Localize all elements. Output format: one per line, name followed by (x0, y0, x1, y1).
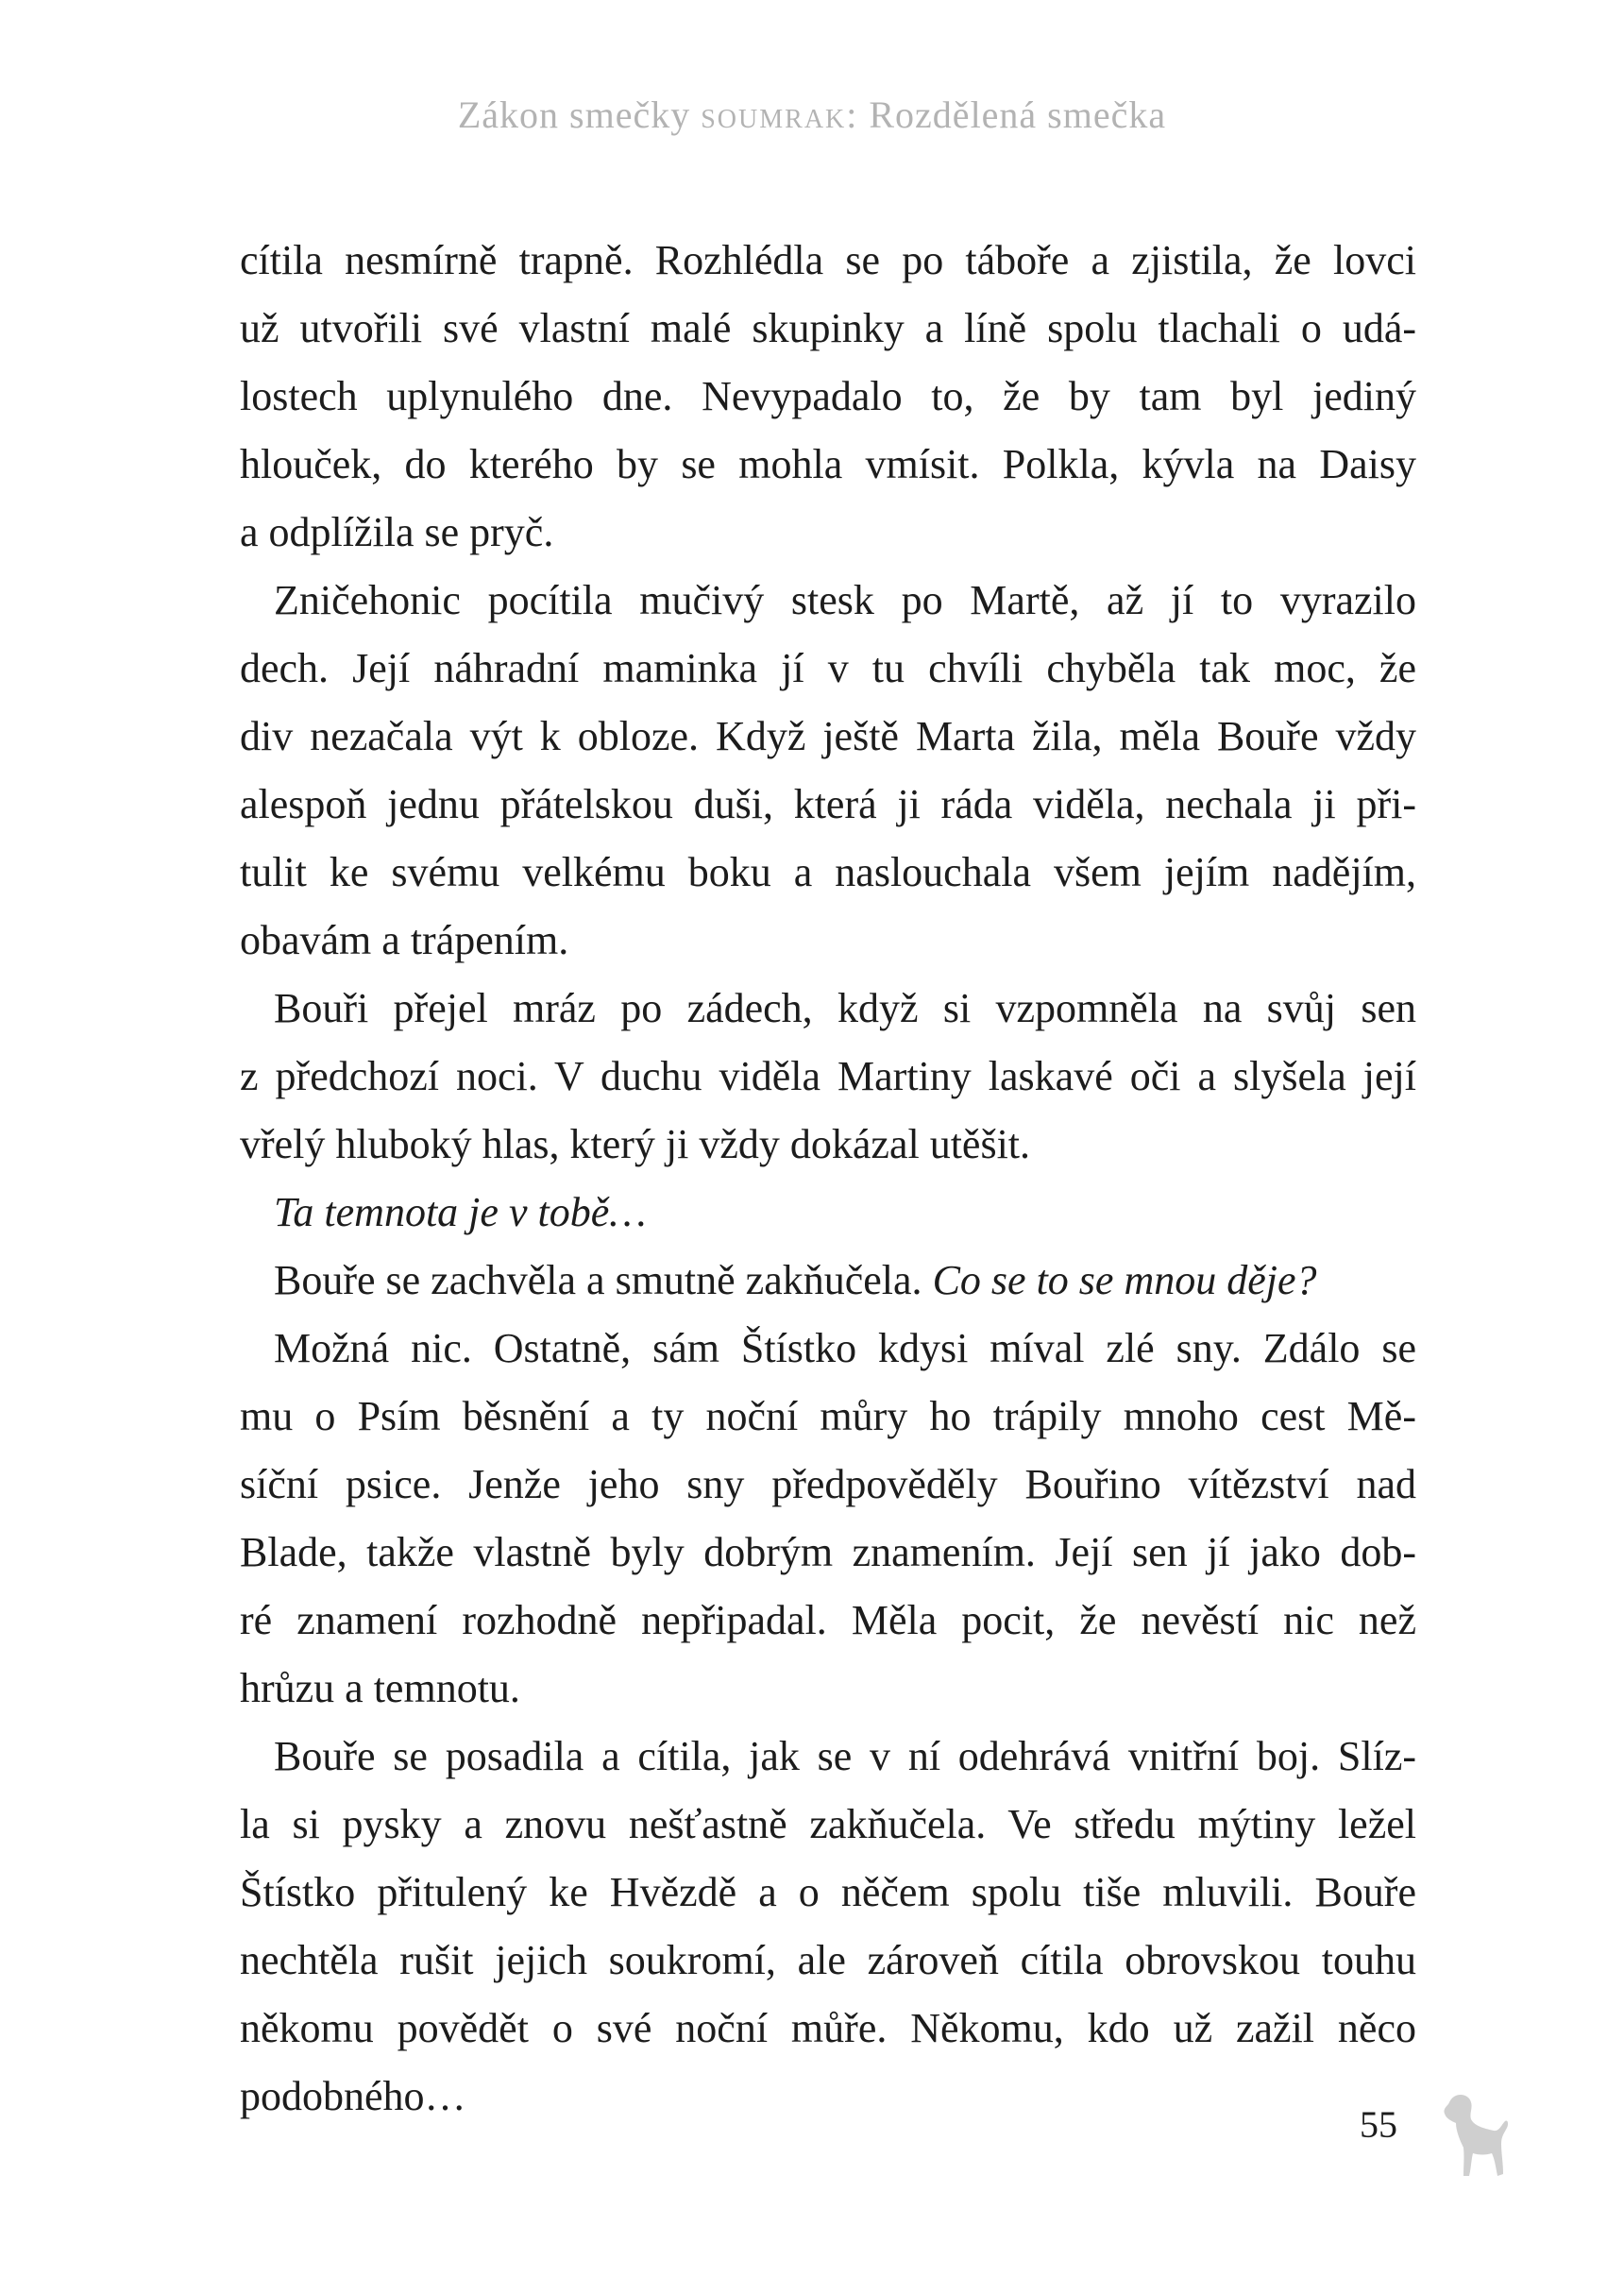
text-line: Zničehonic pocítila mučivý stesk po Martě, až jí to vyrazilo (274, 577, 1416, 623)
paragraph-5-plain: Bouře se zachvěla a smutně zakňučela. (274, 1257, 933, 1303)
text-line: vřelý hluboký hlas, který ji vždy dokázal utěšit. (240, 1121, 1031, 1167)
text-line: Bouře se posadila a cítila, jak se v ní odehrává vnitřní boj. Slíz- (274, 1733, 1416, 1779)
text-line: dech. Její náhradní maminka jí v tu chvíli chyběla tak moc, že (240, 645, 1416, 691)
text-line: už utvořili své vlastní malé skupinky a líně spolu tlachali o udá- (240, 305, 1416, 351)
text-line: z předchozí noci. V duchu viděla Martiny laskavé oči a slyšela její (240, 1053, 1416, 1099)
text-line (240, 1247, 1416, 1315)
paragraph-7 (240, 1723, 1416, 2131)
text-line: Blade, takže vlastně byly dobrým znamením. Její sen jí jako dob- (240, 1529, 1416, 1575)
header-series: soumrak: (701, 93, 859, 136)
paragraph-4 (240, 1179, 1416, 1247)
page-number: 55 (1360, 2103, 1397, 2146)
paragraph-2 (240, 567, 1416, 975)
text-line: Bouři přejel mráz po zádech, když si vzpomněla na svůj sen (274, 985, 1416, 1031)
body-text (240, 227, 1416, 2131)
text-line: hrůzu a temnotu. (240, 1665, 520, 1711)
italic-thought: Co se to se mnou děje? (932, 1257, 1317, 1303)
paragraph-5 (240, 1247, 1416, 1315)
text-line: síční psice. Jenže jeho sny předpověděly Bouřino vítězství nad (240, 1461, 1416, 1507)
text-line: ré znamení rozhodně nepřipadal. Měla pocit, že nevěstí nic než (240, 1597, 1416, 1643)
text-line: nechtěla rušit jejich soukromí, ale zároveň cítila obrovskou touhu (240, 1937, 1416, 1983)
dog-silhouette-icon (1441, 2093, 1509, 2180)
paragraph-1 (240, 227, 1416, 567)
text-line: hlouček, do kterého by se mohla vmísit. Polkla, kývla na Daisy (240, 441, 1416, 487)
text-line: tulit ke svému velkému boku a naslouchala všem jejím nadějím, (240, 849, 1416, 895)
paragraph-6 (240, 1315, 1416, 1723)
paragraph-3 (240, 975, 1416, 1179)
italic-thought: Ta temnota je v tobě… (274, 1189, 647, 1235)
text-line: a odplížila se pryč. (240, 509, 554, 555)
italic-line (240, 1179, 1416, 1247)
text-line: někomu povědět o své noční můře. Někomu, kdo už zažil něco (240, 2005, 1416, 2051)
text-line: obavám a trápením. (240, 917, 569, 963)
text-line: div nezačala výt k obloze. Když ještě Marta žila, měla Bouře vždy (240, 713, 1416, 759)
text-line: lostech uplynulého dne. Nevypadalo to, že by tam byl jediný (240, 373, 1416, 419)
text-line: Možná nic. Ostatně, sám Štístko kdysi míval zlé sny. Zdálo se (274, 1325, 1416, 1371)
text-line: Štístko přitulený ke Hvězdě a o něčem spolu tiše mluvili. Bouře (240, 1869, 1416, 1915)
header-title-part2: Rozdělená smečka (869, 93, 1167, 136)
text-line: alespoň jednu přátelskou duši, která ji ráda viděla, nechala ji při- (240, 781, 1416, 827)
header-title-part1: Zákon smečky (457, 93, 691, 136)
text-line: la si pysky a znovu nešťastně zakňučela. Ve středu mýtiny ležel (240, 1801, 1416, 1847)
text-line: cítila nesmírně trapně. Rozhlédla se po táboře a zjistila, že lovci (240, 237, 1416, 283)
text-line: podobného… (240, 2073, 466, 2119)
text-line: mu o Psím běsnění a ty noční můry ho trápily mnoho cest Mě- (240, 1393, 1416, 1439)
running-header (0, 93, 1624, 137)
